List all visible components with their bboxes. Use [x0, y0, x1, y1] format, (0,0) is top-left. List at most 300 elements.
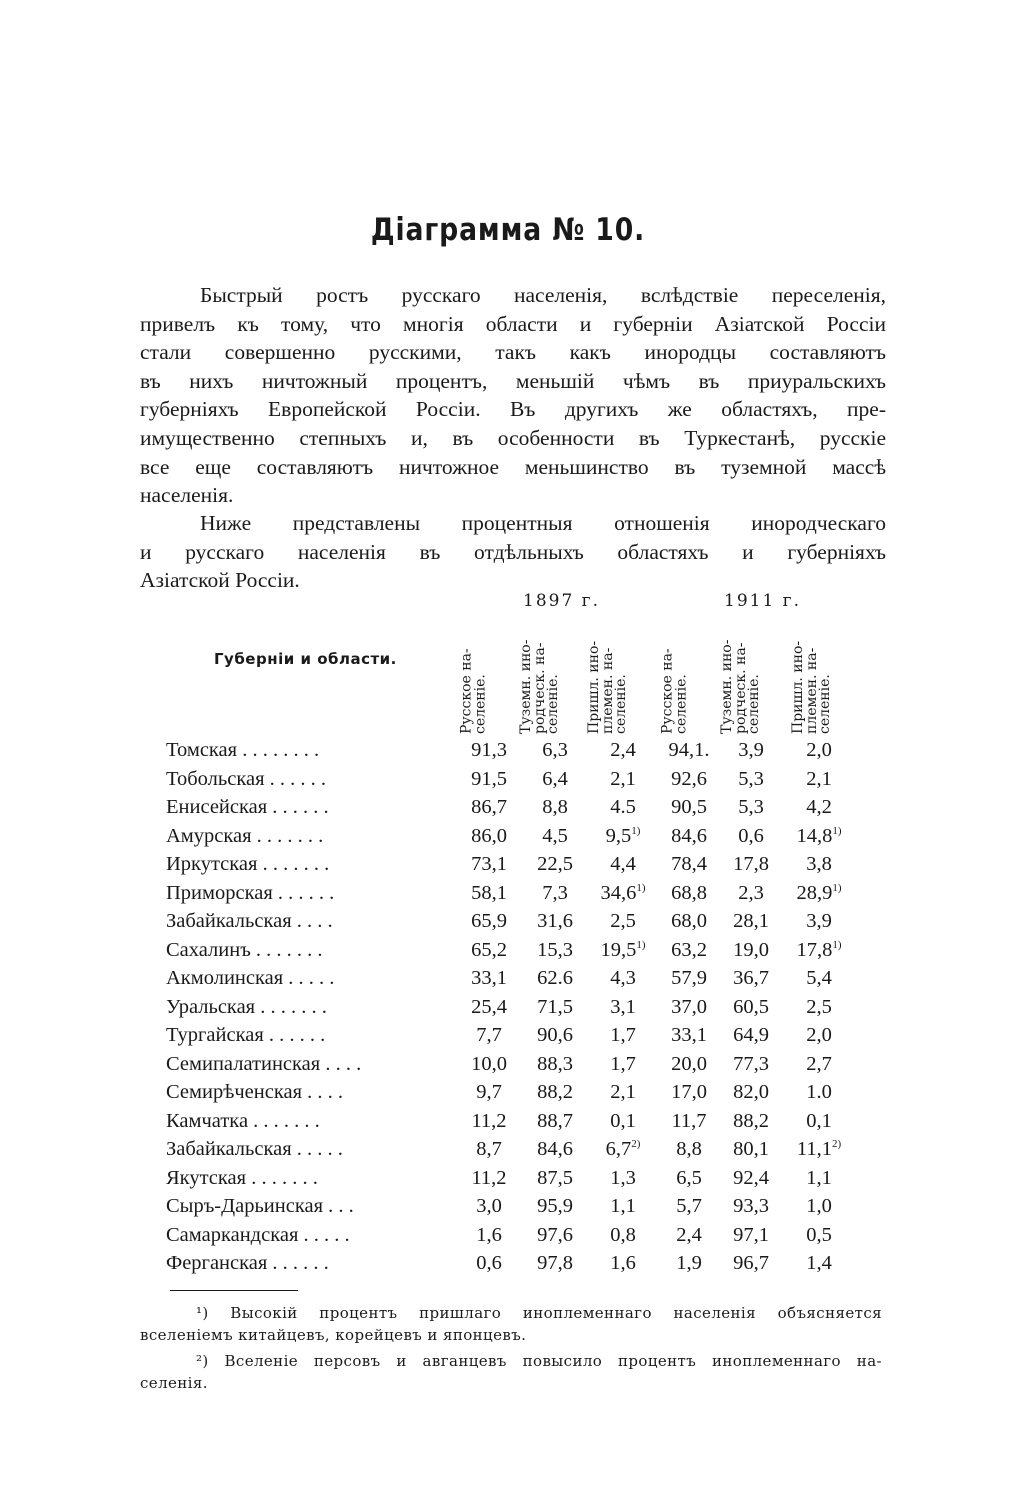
value-cell [522, 1050, 588, 1079]
cell-value: 3,0 [476, 1195, 502, 1217]
cell-value: 1.0 [806, 1081, 832, 1103]
region-name: Семипалатинская . . . . [166, 1052, 362, 1075]
value-cell [658, 1135, 720, 1164]
value-cell [782, 1192, 856, 1221]
value-cell [588, 1249, 658, 1278]
cell-value: 97,1 [733, 1223, 769, 1246]
cell-value: 0,1 [806, 1109, 832, 1132]
cell-value: 84,6 [671, 824, 707, 847]
cell-value: 87,5 [537, 1166, 573, 1189]
value-cell [588, 1221, 658, 1250]
footnote-line: ¹) Высокій процентъ пришлаго иноплеменнаго населенія объясняется [196, 1304, 882, 1322]
value-cell [720, 1078, 782, 1107]
cell-value: 8,8 [542, 796, 568, 818]
footnote-line: селенія. [140, 1374, 208, 1392]
value-cell [456, 1249, 522, 1278]
value-cell [658, 1050, 720, 1079]
value-cell [720, 765, 782, 794]
table-row [166, 822, 856, 851]
value-cell [522, 765, 588, 794]
value-cell [588, 1164, 658, 1193]
region-name: Тобольская . . . . . . [166, 767, 326, 790]
cell-value: 90,5 [671, 796, 707, 818]
value-cell [456, 1050, 522, 1079]
col-header-immigrant-1897 [586, 614, 630, 736]
value-cell [720, 1021, 782, 1050]
cell-value: 65,2 [471, 938, 507, 961]
cell-value: 6,4 [542, 767, 568, 790]
value-cell [782, 1164, 856, 1193]
cell-value: 0,6 [738, 824, 764, 847]
value-cell [658, 1078, 720, 1107]
col-header-text: Пришл. ино- племен. на- селеніе. [789, 640, 833, 734]
value-cell [456, 850, 522, 879]
cell-value: 78,4 [671, 853, 707, 875]
cell-value: 1,1 [610, 1195, 636, 1217]
table-row [166, 736, 856, 765]
value-cell [658, 907, 720, 936]
value-cell [720, 736, 782, 765]
cell-value: 36,7 [733, 967, 769, 989]
cell-value: 15,3 [537, 938, 573, 961]
cell-value: 92,6 [671, 767, 707, 790]
cell-value: 0,6 [476, 1252, 502, 1274]
region-name: Тургайская . . . . . . [166, 1024, 326, 1046]
cell-value: 5,3 [738, 796, 764, 818]
cell-value: 93,3 [733, 1195, 769, 1217]
region-name: Томская . . . . . . . . [166, 739, 320, 761]
cell-value: 2,5 [610, 910, 636, 932]
value-cell [782, 907, 856, 936]
col-header-text: Туземн. ино- родческ. на- селеніе. [718, 639, 762, 734]
cell-value: 11,1 [796, 1138, 832, 1160]
table-row [166, 964, 856, 993]
table-body [166, 736, 856, 1278]
cell-value: 4.5 [610, 796, 636, 818]
value-cell [522, 907, 588, 936]
cell-value: 2,7 [806, 1052, 832, 1075]
value-cell [720, 1164, 782, 1193]
value-cell [522, 822, 588, 851]
value-cell [720, 1249, 782, 1278]
value-cell [782, 964, 856, 993]
footnote-marker: 2) [831, 1138, 842, 1151]
cell-value: 31,6 [537, 910, 573, 932]
value-cell [658, 765, 720, 794]
cell-value: 6,5 [676, 1166, 702, 1189]
value-cell [782, 1221, 856, 1250]
value-cell [588, 1135, 658, 1164]
value-cell [456, 1135, 522, 1164]
footnote-marker: 2) [631, 1138, 641, 1151]
cell-value: 8,7 [476, 1138, 502, 1160]
cell-value: 68,8 [671, 881, 707, 904]
value-cell [720, 1050, 782, 1079]
value-cell [658, 1221, 720, 1250]
value-cell [456, 1221, 522, 1250]
cell-value: 2,4 [610, 739, 636, 761]
value-cell [658, 1249, 720, 1278]
value-cell [720, 793, 782, 822]
value-cell [522, 879, 588, 908]
cell-value: 84,6 [537, 1138, 573, 1160]
col-header-text: Русское на- селеніе. [659, 648, 689, 734]
value-cell [522, 1221, 588, 1250]
value-cell [522, 964, 588, 993]
footnote-marker: 1) [636, 881, 646, 894]
region-name: Камчатка . . . . . . . [166, 1109, 320, 1132]
value-cell [720, 1135, 782, 1164]
table-row [166, 879, 856, 908]
cell-value: 0,1 [610, 1109, 636, 1132]
cell-value: 62.6 [537, 967, 573, 989]
value-cell [658, 822, 720, 851]
region-name: Забайкальская . . . . . [166, 1138, 343, 1160]
cell-value: 14,8 [796, 824, 833, 847]
value-cell [588, 993, 658, 1022]
value-cell [522, 1249, 588, 1278]
value-cell [456, 1021, 522, 1050]
cell-value: 37,0 [671, 995, 707, 1018]
table-row [166, 1107, 856, 1136]
cell-value: 20,0 [671, 1052, 707, 1075]
value-cell [588, 1192, 658, 1221]
page-title: Діаграмма № 10. [370, 212, 646, 248]
value-cell [588, 964, 658, 993]
cell-value: 2,1 [610, 767, 636, 790]
cell-value: 95,9 [537, 1195, 573, 1217]
value-cell [456, 765, 522, 794]
value-cell [522, 936, 588, 965]
table-row [166, 1221, 856, 1250]
year-header-1897: 1897 г. [523, 591, 600, 611]
cell-value: 25,4 [471, 995, 507, 1018]
table-row [166, 1050, 856, 1079]
region-name: Амурская . . . . . . . [166, 824, 324, 847]
cell-value: 34,6 [600, 881, 637, 904]
footnote-1 [140, 1302, 882, 1346]
table-row [166, 850, 856, 879]
value-cell [720, 1192, 782, 1221]
table-row [166, 1164, 856, 1193]
value-cell [588, 793, 658, 822]
cell-value: 11,7 [671, 1109, 707, 1132]
col-header-russian-1897 [452, 614, 496, 736]
region-name: Якутская . . . . . . . [166, 1166, 318, 1189]
cell-value: 6,7 [605, 1138, 632, 1160]
value-cell [720, 850, 782, 879]
table-row [166, 936, 856, 965]
cell-value: 7,7 [476, 1024, 502, 1046]
cell-value: 2,1 [806, 767, 832, 790]
value-cell [658, 736, 720, 765]
cell-value: 73,1 [471, 853, 507, 875]
value-cell [782, 1249, 856, 1278]
col-header-text: Русское на- селеніе. [458, 648, 488, 734]
text-line: все еще составляютъ ничтожное меньшинство въ туземной массѣ [140, 454, 886, 479]
value-cell [658, 879, 720, 908]
col-header-text: Пришл. ино- племен. на- селеніе. [585, 640, 629, 734]
cell-value: 91,3 [471, 739, 507, 761]
table-row [166, 993, 856, 1022]
value-cell [456, 1107, 522, 1136]
cell-value: 94,1. [668, 739, 710, 761]
col-header-native-1911 [719, 614, 763, 736]
region-name: Семирѣченская . . . . [166, 1081, 344, 1103]
value-cell [782, 1021, 856, 1050]
cell-value: 1,4 [806, 1252, 832, 1274]
cell-value: 33,1 [671, 1024, 707, 1046]
footnote-line: вселеніемъ китайцевъ, корейцевъ и японцевъ. [140, 1326, 527, 1344]
value-cell [782, 936, 856, 965]
value-cell [456, 993, 522, 1022]
value-cell [588, 822, 658, 851]
value-cell [588, 1107, 658, 1136]
cell-value: 82,0 [733, 1081, 769, 1103]
value-cell [456, 964, 522, 993]
text-line: Азіатской Россіи. [140, 568, 300, 593]
cell-value: 92,4 [733, 1166, 769, 1189]
cell-value: 4,5 [542, 824, 568, 847]
footnote-marker: 1) [631, 824, 641, 837]
footnote-2 [140, 1350, 882, 1394]
value-cell [720, 964, 782, 993]
footnote-line: ²) Вселеніе персовъ и авганцевъ повысило процентъ иноплеменнаго на- [196, 1352, 882, 1370]
cell-value: 88,2 [733, 1109, 769, 1132]
value-cell [588, 907, 658, 936]
text-line: губерніяхъ Европейской Россіи. Въ другихъ же областяхъ, пре- [140, 397, 886, 422]
value-cell [658, 1021, 720, 1050]
region-name: Сахалинъ . . . . . . . [166, 938, 323, 961]
value-cell [522, 1192, 588, 1221]
value-cell [588, 1050, 658, 1079]
cell-value: 33,1 [471, 967, 507, 989]
value-cell [522, 1164, 588, 1193]
cell-value: 2,0 [806, 1024, 832, 1046]
cell-value: 86,7 [471, 796, 507, 818]
cell-value: 64,9 [733, 1024, 769, 1046]
table-row [166, 765, 856, 794]
footnote-marker: 1) [832, 824, 842, 837]
value-cell [720, 1221, 782, 1250]
value-cell [588, 765, 658, 794]
value-cell [588, 736, 658, 765]
value-cell [782, 1078, 856, 1107]
cell-value: 88,3 [537, 1052, 573, 1075]
cell-value: 2,1 [610, 1081, 636, 1103]
value-cell [456, 1164, 522, 1193]
cell-value: 96,7 [733, 1252, 769, 1274]
value-cell [782, 822, 856, 851]
cell-value: 9,7 [476, 1081, 502, 1103]
value-cell [782, 736, 856, 765]
cell-value: 1,6 [610, 1252, 636, 1274]
cell-value: 5,4 [806, 967, 832, 989]
cell-value: 63,2 [671, 938, 707, 961]
cell-value: 90,6 [537, 1024, 573, 1046]
cell-value: 68,0 [671, 910, 707, 932]
cell-value: 1,6 [476, 1223, 502, 1246]
cell-value: 22,5 [537, 853, 573, 875]
cell-value: 0,5 [806, 1223, 832, 1246]
cell-value: 88,2 [537, 1081, 573, 1103]
region-name: Ферганская . . . . . . [166, 1252, 329, 1274]
cell-value: 3,1 [610, 995, 636, 1018]
value-cell [782, 765, 856, 794]
table-row [166, 1021, 856, 1050]
col-header-immigrant-1911 [790, 614, 834, 736]
cell-value: 1,9 [676, 1252, 702, 1274]
value-cell [658, 1107, 720, 1136]
text-line: имущественно степныхъ и, въ особенности въ Туркестанѣ, русскіе [140, 425, 886, 450]
region-name: Уральская . . . . . . . [166, 995, 327, 1018]
value-cell [720, 993, 782, 1022]
cell-value: 10,0 [471, 1052, 507, 1075]
cell-value: 86,0 [471, 824, 507, 847]
value-cell [456, 1078, 522, 1107]
cell-value: 1,0 [806, 1195, 832, 1217]
value-cell [588, 936, 658, 965]
cell-value: 5,3 [738, 767, 764, 790]
value-cell [782, 1135, 856, 1164]
cell-value: 17,8 [733, 853, 769, 875]
col-header-russian-1911 [653, 614, 697, 736]
value-cell [522, 1021, 588, 1050]
table-row [166, 1249, 856, 1278]
cell-value: 91,5 [471, 767, 507, 790]
value-cell [658, 993, 720, 1022]
cell-value: 88,7 [537, 1109, 573, 1132]
cell-value: 19,5 [600, 938, 637, 961]
cell-value: 60,5 [733, 995, 769, 1018]
cell-value: 1,7 [610, 1052, 636, 1075]
region-name: Иркутская . . . . . . . [166, 853, 330, 875]
value-cell [782, 879, 856, 908]
text-line: стали совершенно русскими, такъ какъ инородцы составляютъ [140, 340, 886, 365]
value-cell [588, 879, 658, 908]
value-cell [588, 1078, 658, 1107]
region-name: Енисейская . . . . . . [166, 796, 329, 818]
value-cell [782, 1107, 856, 1136]
cell-value: 11,2 [471, 1109, 507, 1132]
footnote-marker: 1) [832, 938, 842, 951]
value-cell [658, 1192, 720, 1221]
col-header-native-1897 [518, 614, 562, 736]
row-header-label: Губерніи и области. [214, 650, 397, 668]
value-cell [658, 1164, 720, 1193]
cell-value: 17,8 [796, 938, 833, 961]
value-cell [658, 793, 720, 822]
cell-value: 9,5 [605, 824, 632, 847]
cell-value: 3,9 [738, 739, 764, 761]
value-cell [588, 850, 658, 879]
cell-value: 2,5 [806, 995, 832, 1018]
cell-value: 58,1 [471, 881, 507, 904]
value-cell [522, 993, 588, 1022]
value-cell [456, 793, 522, 822]
region-name: Приморская . . . . . . [166, 881, 335, 904]
value-cell [522, 850, 588, 879]
region-name: Акмолинская . . . . . [166, 967, 335, 989]
cell-value: 17,0 [671, 1081, 707, 1103]
value-cell [456, 1192, 522, 1221]
population-table [166, 736, 856, 1278]
cell-value: 0,8 [610, 1223, 636, 1246]
value-cell [658, 936, 720, 965]
text-line: въ нихъ ничтожный процентъ, меньшій чѣмъ въ приуральскихъ [140, 368, 886, 393]
cell-value: 5,7 [676, 1195, 702, 1217]
value-cell [720, 1107, 782, 1136]
cell-value: 11,2 [471, 1166, 507, 1189]
value-cell [522, 793, 588, 822]
cell-value: 3,9 [806, 910, 832, 932]
value-cell [456, 907, 522, 936]
value-cell [782, 850, 856, 879]
table-row [166, 907, 856, 936]
region-name: Самаркандская . . . . . [166, 1223, 350, 1246]
footnote-divider [170, 1290, 298, 1291]
value-cell [522, 1135, 588, 1164]
cell-value: 4,4 [610, 853, 636, 875]
cell-value: 1,1 [806, 1166, 832, 1189]
cell-value: 19,0 [733, 938, 769, 961]
value-cell [522, 1078, 588, 1107]
value-cell [658, 964, 720, 993]
region-name: Забайкальская . . . . [166, 910, 333, 932]
value-cell [720, 907, 782, 936]
year-header-1911: 1911 г. [724, 591, 801, 611]
cell-value: 80,1 [733, 1138, 769, 1160]
cell-value: 4,2 [806, 796, 832, 818]
table-row [166, 1078, 856, 1107]
cell-value: 97,6 [537, 1223, 573, 1246]
cell-value: 6,3 [542, 739, 568, 761]
text-line: и русскаго населенія въ отдѣльныхъ областяхъ и губерніяхъ [140, 539, 886, 564]
cell-value: 1,7 [610, 1024, 636, 1046]
value-cell [522, 736, 588, 765]
value-cell [456, 822, 522, 851]
cell-value: 7,3 [542, 881, 568, 904]
region-name: Сыръ-Дарьинская . . . [166, 1195, 354, 1217]
intro-paragraph [140, 281, 886, 510]
cell-value: 28,1 [733, 910, 769, 932]
table-row [166, 1192, 856, 1221]
value-cell [456, 936, 522, 965]
value-cell [782, 993, 856, 1022]
cell-value: 1,3 [610, 1166, 636, 1189]
value-cell [720, 822, 782, 851]
table-row [166, 793, 856, 822]
text-line: населенія. [140, 483, 234, 508]
footnote-marker: 1) [636, 938, 646, 951]
cell-value: 97,8 [537, 1252, 573, 1274]
cell-value: 2,4 [676, 1223, 702, 1246]
cell-value: 4,3 [610, 967, 636, 989]
table-row [166, 1135, 856, 1164]
value-cell [720, 936, 782, 965]
cell-value: 8,8 [676, 1138, 702, 1160]
value-cell [782, 793, 856, 822]
cell-value: 2,3 [738, 881, 764, 904]
value-cell [456, 879, 522, 908]
cell-value: 28,9 [796, 881, 833, 904]
cell-value: 3,8 [806, 853, 832, 875]
value-cell [782, 1050, 856, 1079]
cell-value: 65,9 [471, 910, 507, 932]
cell-value: 71,5 [537, 995, 573, 1018]
table-intro-paragraph [140, 509, 886, 595]
value-cell [522, 1107, 588, 1136]
